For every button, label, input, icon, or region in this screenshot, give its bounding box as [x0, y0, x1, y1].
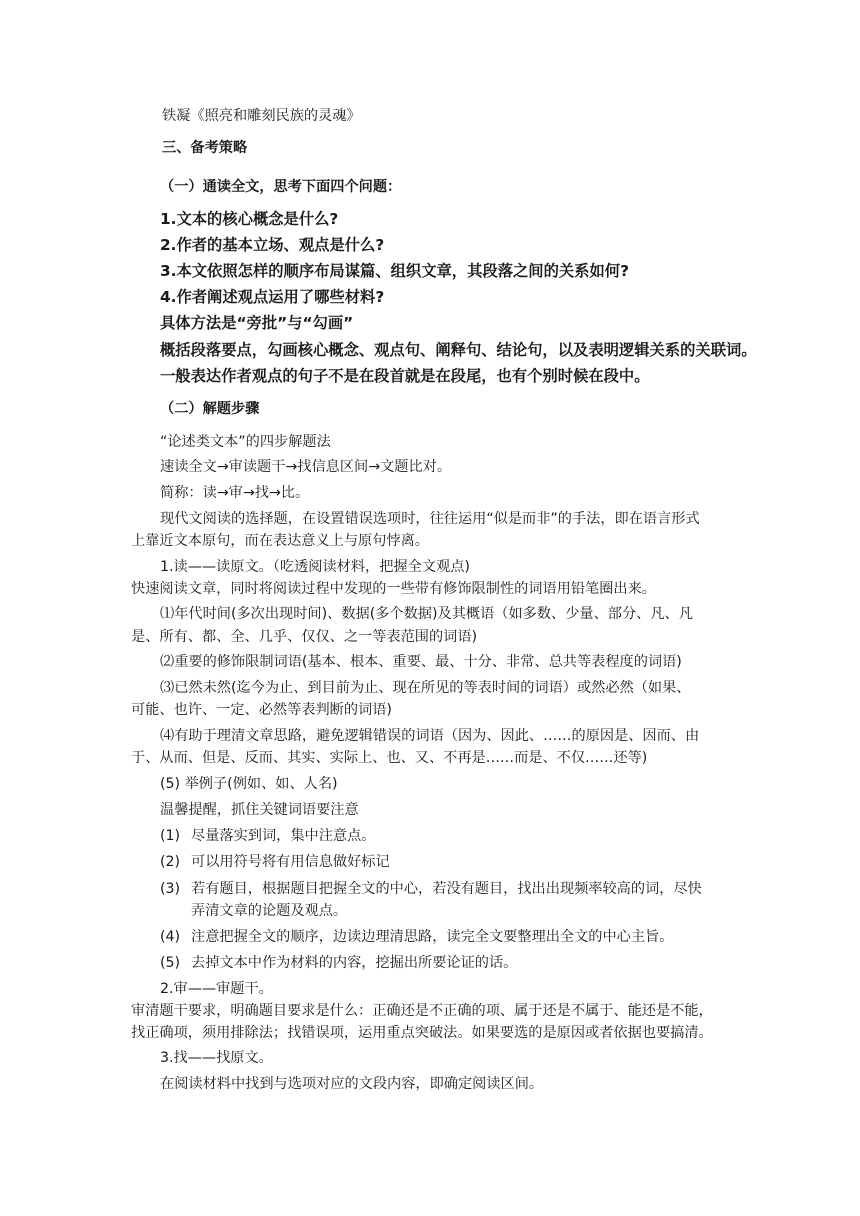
- tip-text: 去掉文本中作为材料的内容，挖掘出所要论证的话。: [191, 955, 518, 971]
- tip-number: (1): [160, 828, 181, 844]
- body-line: 审清题干要求，明确题目要求是什么：正确还是不正确的项、属于还是不属于、能还是不能，: [131, 1003, 713, 1019]
- body-line: ⑴年代时间(多次出现时间)、数据(多个数据)及其概语（如多数、少量、部分、凡、凡: [160, 606, 693, 622]
- body-line: ⑶已然未然(迄今为止、到目前为止、现在所见的等表时间的词语）或然必然（如果、: [160, 680, 691, 696]
- tip-text: 尽量落实到词，集中注意点。: [191, 828, 376, 844]
- step-1-heading: 1.读——读原文。（吃透阅读材料，把握全文观点): [160, 559, 470, 575]
- body-line: “论述类文本”的四步解题法: [160, 434, 331, 450]
- body-line: 速读全文→审读题干→找信息区间→文题比对。: [160, 459, 452, 475]
- method-line: 具体方法是“旁批”与“勾画”: [160, 314, 354, 332]
- question-2: 2.作者的基本立场、观点是什么?: [160, 236, 385, 254]
- body-line: 快速阅读文章，同时将阅读过程中发现的一些带有修饰限制性的词语用铅笔圈出来。: [131, 581, 656, 597]
- body-line: 是、所有、都、全、几乎、仅仅、之一等表范围的词语): [131, 629, 478, 645]
- tip-number: (5): [160, 955, 181, 971]
- question-1: 1.文本的核心概念是什么?: [160, 210, 339, 228]
- tip-text: 弄清文章的论题及观点。: [191, 903, 348, 919]
- tip-number: (4): [160, 929, 181, 945]
- body-line: 现代文阅读的选择题，在设置错误选项时，往往运用“似是而非”的手法，即在语言形式: [160, 511, 700, 527]
- body-line: 简称：读→审→找→比。: [160, 485, 310, 501]
- question-3: 3.本文依照怎样的顺序布局谋篇、组织文章，其段落之间的关系如何?: [160, 262, 629, 280]
- body-line: 找正确项，须用排除法；找错误项，运用重点突破法。如果要选的是原因或者依据也要搞清。: [131, 1025, 713, 1041]
- body-line: ⑵重要的修饰限制词语(基本、根本、重要、最、十分、非常、总共等表程度的词语): [160, 654, 682, 670]
- tip-number: (2): [160, 854, 181, 870]
- step-3-heading: 3.找——找原文。: [160, 1050, 273, 1066]
- body-line: 在阅读材料中找到与选项对应的文段内容，即确定阅读区间。: [160, 1076, 544, 1092]
- tip-text: 可以用符号将有用信息做好标记: [191, 854, 390, 870]
- tip-heading: 温馨提醒，抓住关键词语要注意: [160, 802, 359, 818]
- tip-text: 注意把握全文的顺序，边读边理清思路，读完全文要整理出全文的中心主旨。: [191, 929, 674, 945]
- body-line: (5) 举例子(例如、如、人名): [160, 776, 338, 792]
- quote-line: 铁凝《照亮和雕刻民族的灵魂》: [162, 108, 361, 124]
- question-4: 4.作者阐述观点运用了哪些材料?: [160, 288, 385, 306]
- method-detail-2: 一般表达作者观点的句子不是在段首就是在段尾，也有个别时候在段中。: [160, 367, 650, 385]
- tip-number: (3): [160, 881, 181, 897]
- body-line: ⑷有助于理清文章思路，避免逻辑错误的词语（因为、因此、……的原因是、因而、由: [160, 728, 700, 744]
- step-2-heading: 2.审——审题干。: [160, 981, 273, 997]
- method-detail: 概括段落要点，勾画核心概念、观点句、阐释句、结论句，以及表明逻辑关系的关联词。: [160, 341, 757, 359]
- subsection-heading-2: （二）解题步骤: [160, 401, 260, 417]
- body-line: 可能、也许、一定、必然等表判断的词语): [131, 702, 392, 718]
- body-line: 上靠近文本原句，而在表达意义上与原句悖离。: [131, 533, 429, 549]
- tip-text: 若有题目，根据题目把握全文的中心，若没有题目，找出出现频率较高的词，尽快: [191, 881, 702, 897]
- subsection-heading: （一）通读全文，思考下面四个问题：: [160, 179, 402, 195]
- section-heading: 三、备考策略: [162, 140, 248, 156]
- body-line: 于、从而、但是、反而、其实、实际上、也、又、不再是……而是、不仅……还等): [131, 750, 648, 766]
